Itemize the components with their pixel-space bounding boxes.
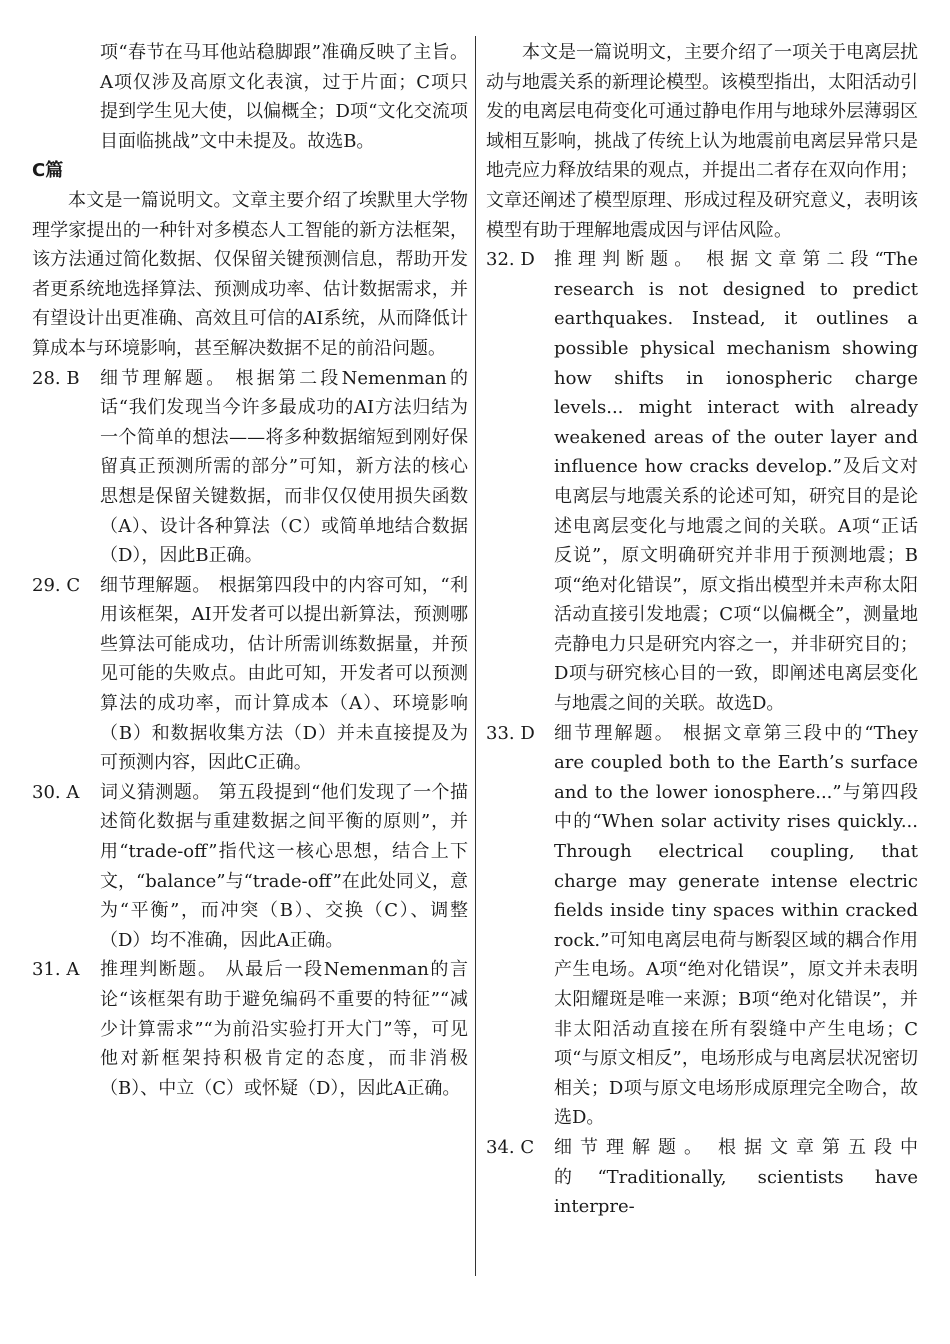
question-type: 推理判断题。 (554, 249, 699, 271)
question-number: 32. D (486, 249, 535, 271)
answer-explanation (32, 364, 468, 571)
explanation-text: 从最后一段Nemenman的言论“该框架有助于避免编码不重要的特征”“减少计算需求”“为前沿实验打开大门”等，可见他对新框架持积极肯定的态度，而非消极（B）、中立（C）或怀疑（D），因此A正确。 (100, 959, 469, 1099)
answer-item-31 (32, 955, 468, 1103)
answer-item-29 (32, 571, 468, 778)
passage-d-summary: 本文是一篇说明文，主要介绍了一项关于电离层扰动与地震关系的新理论模型。该模型指出，太阳活动引发的电离层电荷变化可通过静电作用与地球外层薄弱区域相互影响，挑战了传统上认为地震前电离层异常只是地壳应力释放结果的观点，并提出二者存在双向作用；文章还阐述了模型原理、形成过程及研究意义，表明该模型有助于理解地震成因与评估风险。 (486, 42, 918, 241)
answer-explanation (32, 955, 468, 1103)
question-type: 推理判断题。 (100, 959, 218, 981)
question-number: 30. A (32, 781, 80, 803)
question-number: 34. C (486, 1136, 535, 1158)
question-type: 细节理解题。 (100, 367, 228, 389)
left-column (32, 38, 468, 1103)
answer-item-32 (486, 245, 918, 719)
question-number: 28. B (32, 367, 80, 389)
answer-explanation (32, 778, 468, 956)
explanation-text: 根据第四段中的内容可知，“利用该框架，AI开发者可以提出新算法，预测哪些算法可能成功，估计所需训练数据量，并预见可能的失败点。由此可知，开发者可以预测算法的成功率，而计算成本（A）、环境影响（B）和数据收集方法（D）并未直接提及为可预测内容，因此C正确。 (100, 574, 469, 774)
explanation-text: 根据第二段Nemenman的话“我们发现当今许多最成功的AI方法归结为一个简单的想法——将多种数据缩短到刚好保留真正预测所需的部分”可知，新方法的核心思想是保留关键数据，而非仅仅使用损失函数（A）、设计各种算法（C）或简单地结合数据（D），因此B正确。 (100, 367, 469, 567)
section-heading-c: C篇 (32, 160, 64, 182)
explanation-text: 根据文章第五段中的“Traditionally, scientists have interpre- (554, 1136, 918, 1218)
question-number: 31. A (32, 959, 80, 981)
answer-item-28 (32, 364, 468, 571)
question-type: 细节理解题。 (554, 1136, 710, 1158)
question-number: 33. D (486, 722, 535, 744)
explanation-text: 第五段提到“他们发现了一个描述简化数据与重建数据之间平衡的原则”，并用“trade-off”指代这一核心思想，结合上下文，“balance”与“trade-off”在此处同义，意为“平衡”，而冲突（B）、交换（C）、调整（D）均不准确，因此A正确。 (100, 781, 469, 951)
explanation-text: 根据文章第三段中的“They are coupled both to the Earth’s surface and to the lower ionosphere...”与第四段中的“When solar activity rises quickly... Through electrical coupling, that charge may generate intense electric fields inside tiny spaces within cracked rock.”可知电离层电荷与断裂区域的耦合作用产生电场。A项“绝对化错误”，原文并未表明太阳耀斑是唯一来源；B项“绝对化错误”，并非太阳活动直接在所有裂缝中产生电场；C项“与原文相反”，电场形成与电离层状况密切相关；D项与原文电场形成原理完全吻合，故选D。 (554, 722, 918, 1129)
column-divider (475, 36, 476, 1276)
question-number: 29. C (32, 574, 81, 596)
right-column (486, 38, 918, 1222)
question-type: 细节理解题。 (100, 574, 211, 596)
question-type: 细节理解题。 (554, 722, 675, 744)
question-type: 词义猜测题。 (100, 781, 211, 803)
continued-explanation: 项“春节在马耳他站稳脚跟”准确反映了主旨。A项仅涉及高原文化表演，过于片面；C项只提到学生见大使，以偏概全；D项“文化交流项目面临挑战”文中未提及。故选B。 (100, 42, 468, 152)
answer-explanation (486, 719, 918, 1133)
answer-explanation (32, 571, 468, 778)
answer-item-33 (486, 719, 918, 1133)
answer-explanation (486, 1133, 918, 1222)
answer-item-30 (32, 778, 468, 956)
passage-c-summary: 本文是一篇说明文。文章主要介绍了埃默里大学物理学家提出的一种针对多模态人工智能的新方法框架，该方法通过简化数据、仅保留关键预测信息，帮助开发者更系统地选择算法、预测成功率、估计数据需求，并有望设计出更准确、高效且可信的AI系统，从而降低计算成本与环境影响，甚至解决数据不足的前沿问题。 (32, 189, 468, 359)
explanation-text: 根据文章第二段“The research is not designed to predict earthquakes. Instead, it outlines a possible physical mechanism showing how shifts in ionospheric charge levels... might interact with already weakened areas of the outer layer and influence how cracks develop.”及后文对电离层与地震关系的论述可知，研究目的是论述电离层变化与地震之间的关联。A项“正话反说”，原文明确研究并非用于预测地震；B项“绝对化错误”，原文指出模型并未声称太阳活动直接引发地震；C项“以偏概全”，测量地壳静电力只是研究内容之一，并非研究目的；D项与研究核心目的一致，即阐述电离层变化与地震之间的关联。故选D。 (554, 249, 919, 715)
answer-item-34 (486, 1133, 918, 1222)
answer-explanation (486, 245, 918, 719)
